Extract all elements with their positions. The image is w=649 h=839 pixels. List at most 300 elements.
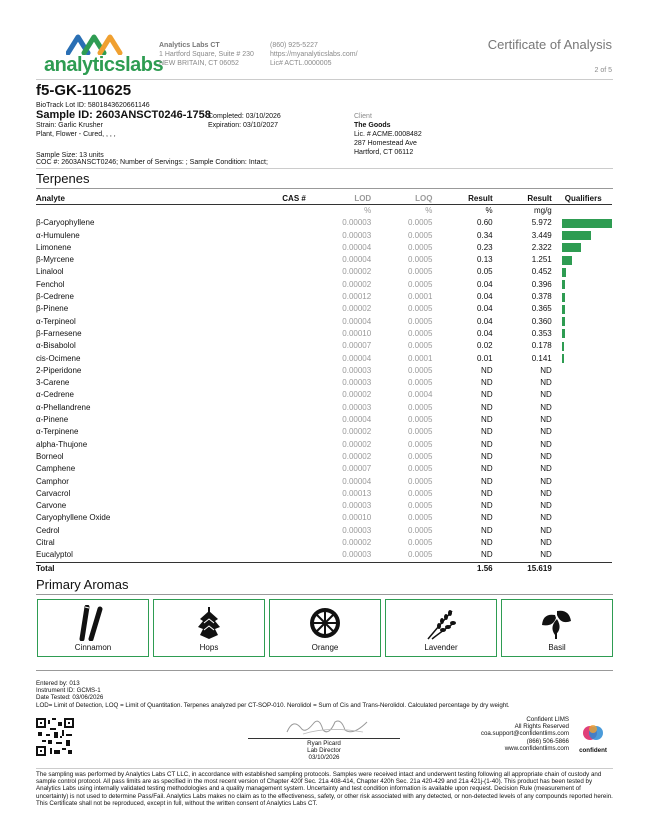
row-lod: 0.00002 xyxy=(342,538,372,548)
row-result-pct: ND xyxy=(481,402,493,412)
result-bar xyxy=(562,231,591,240)
terpenes-title: Terpenes xyxy=(36,171,90,186)
row-result-mg: ND xyxy=(540,476,552,486)
aroma-card-hops xyxy=(153,599,265,657)
row-qualifiers xyxy=(552,537,612,549)
row-lod: 0.00002 xyxy=(342,439,372,449)
row-qualifiers xyxy=(552,291,612,303)
row-qualifiers xyxy=(552,512,612,524)
col-lod: LOD xyxy=(306,193,371,205)
row-lod: 0.00002 xyxy=(342,279,372,289)
row-analyte: Camphene xyxy=(36,464,76,474)
row-qualifiers xyxy=(552,242,612,254)
lab-phone: (860) 925-5227 xyxy=(270,42,318,49)
row-lod: 0.00003 xyxy=(342,378,372,388)
row-result-pct: ND xyxy=(481,415,493,425)
client-address-1: 287 Homestead Ave xyxy=(354,140,417,147)
row-result-mg: 0.452 xyxy=(531,267,552,277)
signer-name: Ryan Picard xyxy=(307,740,341,747)
row-loq: 0.0005 xyxy=(407,488,433,498)
lab-website[interactable]: https://myanalyticslabs.com/ xyxy=(270,51,358,58)
result-bar xyxy=(562,317,565,326)
instrument-id: Instrument ID: GCMS-1 xyxy=(36,687,101,695)
row-qualifiers xyxy=(552,414,612,426)
row-result-pct: 0.04 xyxy=(477,328,493,338)
row-result-mg: ND xyxy=(540,550,552,560)
row-loq: 0.0005 xyxy=(407,365,433,375)
table-row xyxy=(36,377,612,389)
row-result-pct: ND xyxy=(481,501,493,511)
row-result-pct: ND xyxy=(481,378,493,388)
row-analyte: β-Pinene xyxy=(36,304,69,314)
row-result-mg: 5.972 xyxy=(531,218,552,228)
row-analyte: α-Cedrene xyxy=(36,390,74,400)
row-loq: 0.0005 xyxy=(407,304,433,314)
date-tested: Date Tested: 03/06/2026 xyxy=(36,694,104,702)
row-cas xyxy=(254,303,306,315)
row-result-mg: 0.178 xyxy=(531,341,552,351)
row-analyte: Carvone xyxy=(36,501,67,511)
row-cas xyxy=(254,266,306,278)
row-result-pct: 0.01 xyxy=(477,353,493,363)
row-result-mg: ND xyxy=(540,365,552,375)
row-result-mg: 0.141 xyxy=(531,353,552,363)
lab-address-2: NEW BRITAIN, CT 06052 xyxy=(159,60,239,67)
aroma-card-orange xyxy=(269,599,381,657)
result-bar xyxy=(562,305,565,314)
row-lod: 0.00002 xyxy=(342,390,372,400)
row-lod: 0.00003 xyxy=(342,230,372,240)
row-lod: 0.00004 xyxy=(342,255,372,265)
row-lod: 0.00010 xyxy=(342,328,372,338)
row-cas xyxy=(254,328,306,340)
lab-license: Lic# ACTL.0000005 xyxy=(270,60,332,67)
row-qualifiers xyxy=(552,426,612,438)
table-row xyxy=(36,525,612,537)
coc-info: COC #: 2603ANSCT0246; Number of Servings: ; Sample Condition: Intact; xyxy=(36,159,268,166)
row-loq: 0.0005 xyxy=(407,501,433,511)
row-loq: 0.0005 xyxy=(407,218,433,228)
col-cas: CAS # xyxy=(254,193,306,205)
row-loq: 0.0005 xyxy=(407,230,433,240)
lims-email[interactable]: coa.support@confidentlims.com xyxy=(480,730,569,738)
lavender-icon xyxy=(424,605,458,641)
row-lod: 0.00003 xyxy=(342,550,372,560)
basil-icon xyxy=(539,605,575,641)
row-cas xyxy=(254,316,306,328)
table-row xyxy=(36,512,612,524)
row-analyte: Limonene xyxy=(36,242,72,252)
table-row xyxy=(36,500,612,512)
row-cas xyxy=(254,217,306,229)
qr-code-icon xyxy=(36,718,74,756)
aroma-label: Hops xyxy=(199,643,219,652)
row-qualifiers xyxy=(552,365,612,377)
terpenes-table xyxy=(36,193,612,575)
lims-rights: All Rights Reserved xyxy=(514,723,569,731)
orange-icon xyxy=(308,605,342,641)
row-qualifiers xyxy=(552,451,612,463)
total-row xyxy=(36,562,612,575)
result-bar xyxy=(562,256,572,265)
row-result-pct: ND xyxy=(481,365,493,375)
row-cas xyxy=(254,525,306,537)
sample-id: Sample ID: 2603ANSCT0246-1758 xyxy=(36,109,211,121)
signer-title: Lab Director xyxy=(307,747,341,755)
row-analyte: 2-Piperidone xyxy=(36,365,82,375)
row-lod: 0.00012 xyxy=(342,292,372,302)
row-result-pct: 0.04 xyxy=(477,292,493,302)
row-loq: 0.0005 xyxy=(407,328,433,338)
row-cas xyxy=(254,512,306,524)
row-analyte: α-Bisabolol xyxy=(36,341,76,351)
aroma-label: Orange xyxy=(311,643,339,652)
row-result-pct: ND xyxy=(481,513,493,523)
row-result-pct: 0.05 xyxy=(477,267,493,277)
table-row xyxy=(36,365,612,377)
row-result-mg: 0.378 xyxy=(531,292,552,302)
row-lod: 0.00003 xyxy=(342,501,372,511)
col-result-pct: Result xyxy=(432,193,492,205)
row-result-mg: ND xyxy=(540,378,552,388)
table-row xyxy=(36,340,612,352)
expiration-date: Expiration: 03/10/2027 xyxy=(208,122,279,129)
row-lod: 0.00002 xyxy=(342,304,372,314)
table-row xyxy=(36,476,612,488)
col-loq: LOQ xyxy=(371,193,432,205)
row-result-mg: 0.360 xyxy=(531,316,552,326)
table-row xyxy=(36,389,612,401)
table-row xyxy=(36,537,612,549)
row-analyte: 3-Carene xyxy=(36,378,70,388)
lims-website[interactable]: www.confidentlims.com xyxy=(504,744,569,752)
confident-logo-text: confident xyxy=(579,747,607,754)
result-bar xyxy=(562,243,581,252)
row-result-pct: 0.23 xyxy=(477,242,493,252)
row-result-mg: ND xyxy=(540,390,552,400)
completed-date: Completed: 03/10/2026 xyxy=(208,113,281,120)
row-qualifiers xyxy=(552,549,612,562)
row-qualifiers xyxy=(552,254,612,266)
table-row xyxy=(36,316,612,328)
table-row xyxy=(36,463,612,475)
row-result-mg: 0.396 xyxy=(531,279,552,289)
row-result-pct: ND xyxy=(481,390,493,400)
aroma-card-lavender xyxy=(385,599,497,657)
row-result-pct: 0.60 xyxy=(477,218,493,228)
row-result-mg: ND xyxy=(540,415,552,425)
row-lod: 0.00004 xyxy=(342,242,372,252)
row-cas xyxy=(254,439,306,451)
row-lod: 0.00010 xyxy=(342,513,372,523)
row-loq: 0.0005 xyxy=(407,279,433,289)
row-result-pct: 0.13 xyxy=(477,255,493,265)
table-row xyxy=(36,328,612,340)
sample-title: f5-GK-110625 xyxy=(36,82,132,99)
table-row xyxy=(36,230,612,242)
row-lod: 0.00004 xyxy=(342,316,372,326)
row-qualifiers xyxy=(552,353,612,365)
client-label: Client xyxy=(354,113,372,120)
row-loq: 0.0005 xyxy=(407,550,433,560)
row-result-pct: ND xyxy=(481,525,493,535)
row-cas xyxy=(254,488,306,500)
table-row xyxy=(36,549,612,562)
row-result-pct: ND xyxy=(481,538,493,548)
total-mg: 15.619 xyxy=(527,563,552,573)
row-cas xyxy=(254,230,306,242)
row-cas xyxy=(254,549,306,562)
row-qualifiers xyxy=(552,439,612,451)
row-qualifiers xyxy=(552,377,612,389)
table-row xyxy=(36,402,612,414)
row-lod: 0.00002 xyxy=(342,427,372,437)
row-result-mg: ND xyxy=(540,439,552,449)
aroma-card-basil xyxy=(501,599,613,657)
row-loq: 0.0005 xyxy=(407,255,433,265)
col-analyte: Analyte xyxy=(36,193,254,205)
row-cas xyxy=(254,279,306,291)
col-result-mg: Result xyxy=(493,193,552,205)
row-cas xyxy=(254,426,306,438)
row-qualifiers xyxy=(552,389,612,401)
row-loq: 0.0005 xyxy=(407,525,433,535)
signer-date: 03/10/2026 xyxy=(308,754,340,762)
row-analyte: β-Caryophyllene xyxy=(36,218,95,228)
row-qualifiers xyxy=(552,303,612,315)
lab-logo xyxy=(44,33,164,77)
row-loq: 0.0005 xyxy=(407,316,433,326)
biotrack-id: BioTrack Lot ID: 5801843620661146 xyxy=(36,102,150,109)
row-analyte: Fenchol xyxy=(36,279,65,289)
cinnamon-icon xyxy=(78,605,108,641)
aroma-label: Cinnamon xyxy=(74,643,112,652)
confident-logo xyxy=(573,724,613,754)
row-cas xyxy=(254,402,306,414)
row-analyte: β-Farnesene xyxy=(36,328,82,338)
row-cas xyxy=(254,537,306,549)
row-analyte: Borneol xyxy=(36,451,64,461)
row-result-mg: ND xyxy=(540,525,552,535)
row-analyte: Camphor xyxy=(36,476,69,486)
row-result-mg: 0.353 xyxy=(531,328,552,338)
row-result-pct: ND xyxy=(481,476,493,486)
row-lod: 0.00003 xyxy=(342,402,372,412)
client-address-2: Hartford, CT 06112 xyxy=(354,149,414,156)
row-loq: 0.0005 xyxy=(407,378,433,388)
row-result-pct: 0.04 xyxy=(477,316,493,326)
row-analyte: alpha-Thujone xyxy=(36,439,88,449)
row-loq: 0.0005 xyxy=(407,427,433,437)
table-row xyxy=(36,353,612,365)
row-analyte: Carvacrol xyxy=(36,488,71,498)
row-analyte: α-Humulene xyxy=(36,230,80,240)
row-analyte: Cedrol xyxy=(36,525,60,535)
row-result-pct: 0.04 xyxy=(477,279,493,289)
row-cas xyxy=(254,463,306,475)
row-lod: 0.00003 xyxy=(342,525,372,535)
row-lod: 0.00004 xyxy=(342,476,372,486)
row-analyte: Linalool xyxy=(36,267,64,277)
row-result-pct: 0.04 xyxy=(477,304,493,314)
row-analyte: α-Phellandrene xyxy=(36,402,91,412)
row-loq: 0.0001 xyxy=(407,353,433,363)
row-result-mg: ND xyxy=(540,427,552,437)
table-row xyxy=(36,217,612,229)
lab-address-1: 1 Hartford Square, Suite # 230 xyxy=(159,51,254,58)
row-analyte: α-Terpinene xyxy=(36,427,79,437)
row-cas xyxy=(254,340,306,352)
row-loq: 0.0005 xyxy=(407,341,433,351)
row-qualifiers xyxy=(552,266,612,278)
table-row xyxy=(36,414,612,426)
row-lod: 0.00003 xyxy=(342,365,372,375)
method-notes: LOD= Limit of Detection, LOQ = Limit of Quantitation. Terpenes analyzed per CT-SOP-010. Nerolidol = Sum of Cis and Trans-Nerolidol. Calculated percentage by dry weight. xyxy=(36,701,510,709)
row-cas xyxy=(254,377,306,389)
row-analyte: α-Pinene xyxy=(36,415,69,425)
row-result-mg: 2.322 xyxy=(531,242,552,252)
row-cas xyxy=(254,476,306,488)
row-lod: 0.00002 xyxy=(342,267,372,277)
row-analyte: cis-Ocimene xyxy=(36,353,81,363)
row-result-mg: ND xyxy=(540,464,552,474)
row-lod: 0.00013 xyxy=(342,488,372,498)
table-row xyxy=(36,266,612,278)
row-result-mg: ND xyxy=(540,488,552,498)
row-lod: 0.00004 xyxy=(342,415,372,425)
row-loq: 0.0005 xyxy=(407,513,433,523)
confident-logo-icon xyxy=(582,724,604,742)
result-bar xyxy=(562,329,565,338)
row-result-mg: ND xyxy=(540,513,552,523)
row-result-mg: 1.251 xyxy=(531,255,552,265)
aroma-card-cinnamon xyxy=(37,599,149,657)
row-qualifiers xyxy=(552,488,612,500)
row-loq: 0.0005 xyxy=(407,451,433,461)
row-cas xyxy=(254,291,306,303)
client-name: The Goods xyxy=(354,122,391,129)
row-lod: 0.00007 xyxy=(342,341,372,351)
table-row xyxy=(36,426,612,438)
total-pct: 1.56 xyxy=(477,563,493,573)
row-cas xyxy=(254,365,306,377)
row-loq: 0.0005 xyxy=(407,439,433,449)
row-cas xyxy=(254,389,306,401)
row-loq: 0.0005 xyxy=(407,267,433,277)
row-loq: 0.0005 xyxy=(407,538,433,548)
row-qualifiers xyxy=(552,500,612,512)
unit-loq: % xyxy=(425,206,433,215)
table-row xyxy=(36,303,612,315)
qr-code[interactable] xyxy=(36,718,74,756)
doc-title: Certificate of Analysis xyxy=(487,37,612,52)
lab-name: Analytics Labs CT xyxy=(159,42,220,49)
total-label: Total xyxy=(36,563,55,573)
row-result-mg: 3.449 xyxy=(531,230,552,240)
strain: Strain: Garlic Krusher xyxy=(36,122,103,129)
result-bar xyxy=(562,354,564,363)
logo-mark-icon xyxy=(66,33,126,55)
row-cas xyxy=(254,242,306,254)
table-row xyxy=(36,488,612,500)
aromas-title: Primary Aromas xyxy=(36,577,129,592)
unit-lod: % xyxy=(364,206,372,215)
table-row xyxy=(36,451,612,463)
unit-result-mg: mg/g xyxy=(533,206,552,215)
row-lod: 0.00002 xyxy=(342,451,372,461)
row-loq: 0.0005 xyxy=(407,476,433,486)
row-result-pct: ND xyxy=(481,451,493,461)
disclaimer: The sampling was performed by Analytics Labs CT LLC, in accordance with established sampling protocols. Samples were received intact and underwent testing following all appropriate chain of custody and sample control protocol. All pass limits are as specified in the most recent version of Chapter 420f Sec. 21a 408-414, Chapter 420h Sec. 21a 420-429 and 21a 421j-(1-40). This product has been tested by Analytics Labs using internally validated testing methodologies and a quality management system. Uncertainty and test condition information is available upon request. Decision Rule (measurement of uncertainty) is not used to determine Pass/Fail. Analytics Labs makes no claim as to the effectiveness, safety, or other risk associated with any detected, or non-detected levels of any compounds reported herein. This Certificate shall not be reproduced, except in full, without the written consent of Analytics Labs CT. xyxy=(36,771,613,807)
row-qualifiers xyxy=(552,279,612,291)
row-qualifiers xyxy=(552,316,612,328)
table-header-row xyxy=(36,193,612,205)
row-lod: 0.00007 xyxy=(342,464,372,474)
row-analyte: Citral xyxy=(36,538,55,548)
entered-by: Entered by: 013 xyxy=(36,680,80,687)
row-result-pct: ND xyxy=(481,550,493,560)
row-analyte: Caryophyllene Oxide xyxy=(36,513,111,523)
row-loq: 0.0005 xyxy=(407,402,433,412)
row-loq: 0.0005 xyxy=(407,415,433,425)
result-bar xyxy=(562,219,612,228)
table-row xyxy=(36,242,612,254)
row-result-pct: 0.34 xyxy=(477,230,493,240)
row-qualifiers xyxy=(552,463,612,475)
row-loq: 0.0001 xyxy=(407,292,433,302)
row-analyte: α-Terpineol xyxy=(36,316,76,326)
matrix: Plant, Flower - Cured, , , , xyxy=(36,131,116,138)
row-result-mg: ND xyxy=(540,451,552,461)
row-qualifiers xyxy=(552,402,612,414)
row-lod: 0.00004 xyxy=(342,353,372,363)
result-bar xyxy=(562,342,564,351)
row-cas xyxy=(254,451,306,463)
lims-phone: (866) 506-5866 xyxy=(526,737,569,745)
row-result-mg: ND xyxy=(540,501,552,511)
client-license: Lic. # ACME.0008482 xyxy=(354,131,422,138)
row-qualifiers xyxy=(552,340,612,352)
result-bar xyxy=(562,293,565,302)
row-result-pct: ND xyxy=(481,488,493,498)
col-qualifiers: Qualifiers xyxy=(552,193,612,205)
hops-icon xyxy=(194,605,224,641)
row-cas xyxy=(254,414,306,426)
sample-size: Sample Size: 13 units xyxy=(36,152,104,159)
row-cas xyxy=(254,353,306,365)
result-bar xyxy=(562,280,565,289)
row-result-pct: ND xyxy=(481,439,493,449)
row-analyte: β-Myrcene xyxy=(36,255,74,265)
table-row xyxy=(36,254,612,266)
aroma-label: Basil xyxy=(548,643,566,652)
table-row xyxy=(36,291,612,303)
unit-result-pct: % xyxy=(485,206,493,215)
signature-icon xyxy=(283,716,373,738)
row-cas xyxy=(254,500,306,512)
row-loq: 0.0004 xyxy=(407,390,433,400)
row-result-pct: 0.02 xyxy=(477,341,493,351)
row-result-mg: 0.365 xyxy=(531,304,552,314)
row-result-pct: ND xyxy=(481,427,493,437)
row-loq: 0.0005 xyxy=(407,242,433,252)
aroma-label: Lavender xyxy=(424,643,458,652)
row-result-mg: ND xyxy=(540,538,552,548)
row-qualifiers xyxy=(552,328,612,340)
row-qualifiers xyxy=(552,525,612,537)
row-loq: 0.0005 xyxy=(407,464,433,474)
table-row xyxy=(36,279,612,291)
